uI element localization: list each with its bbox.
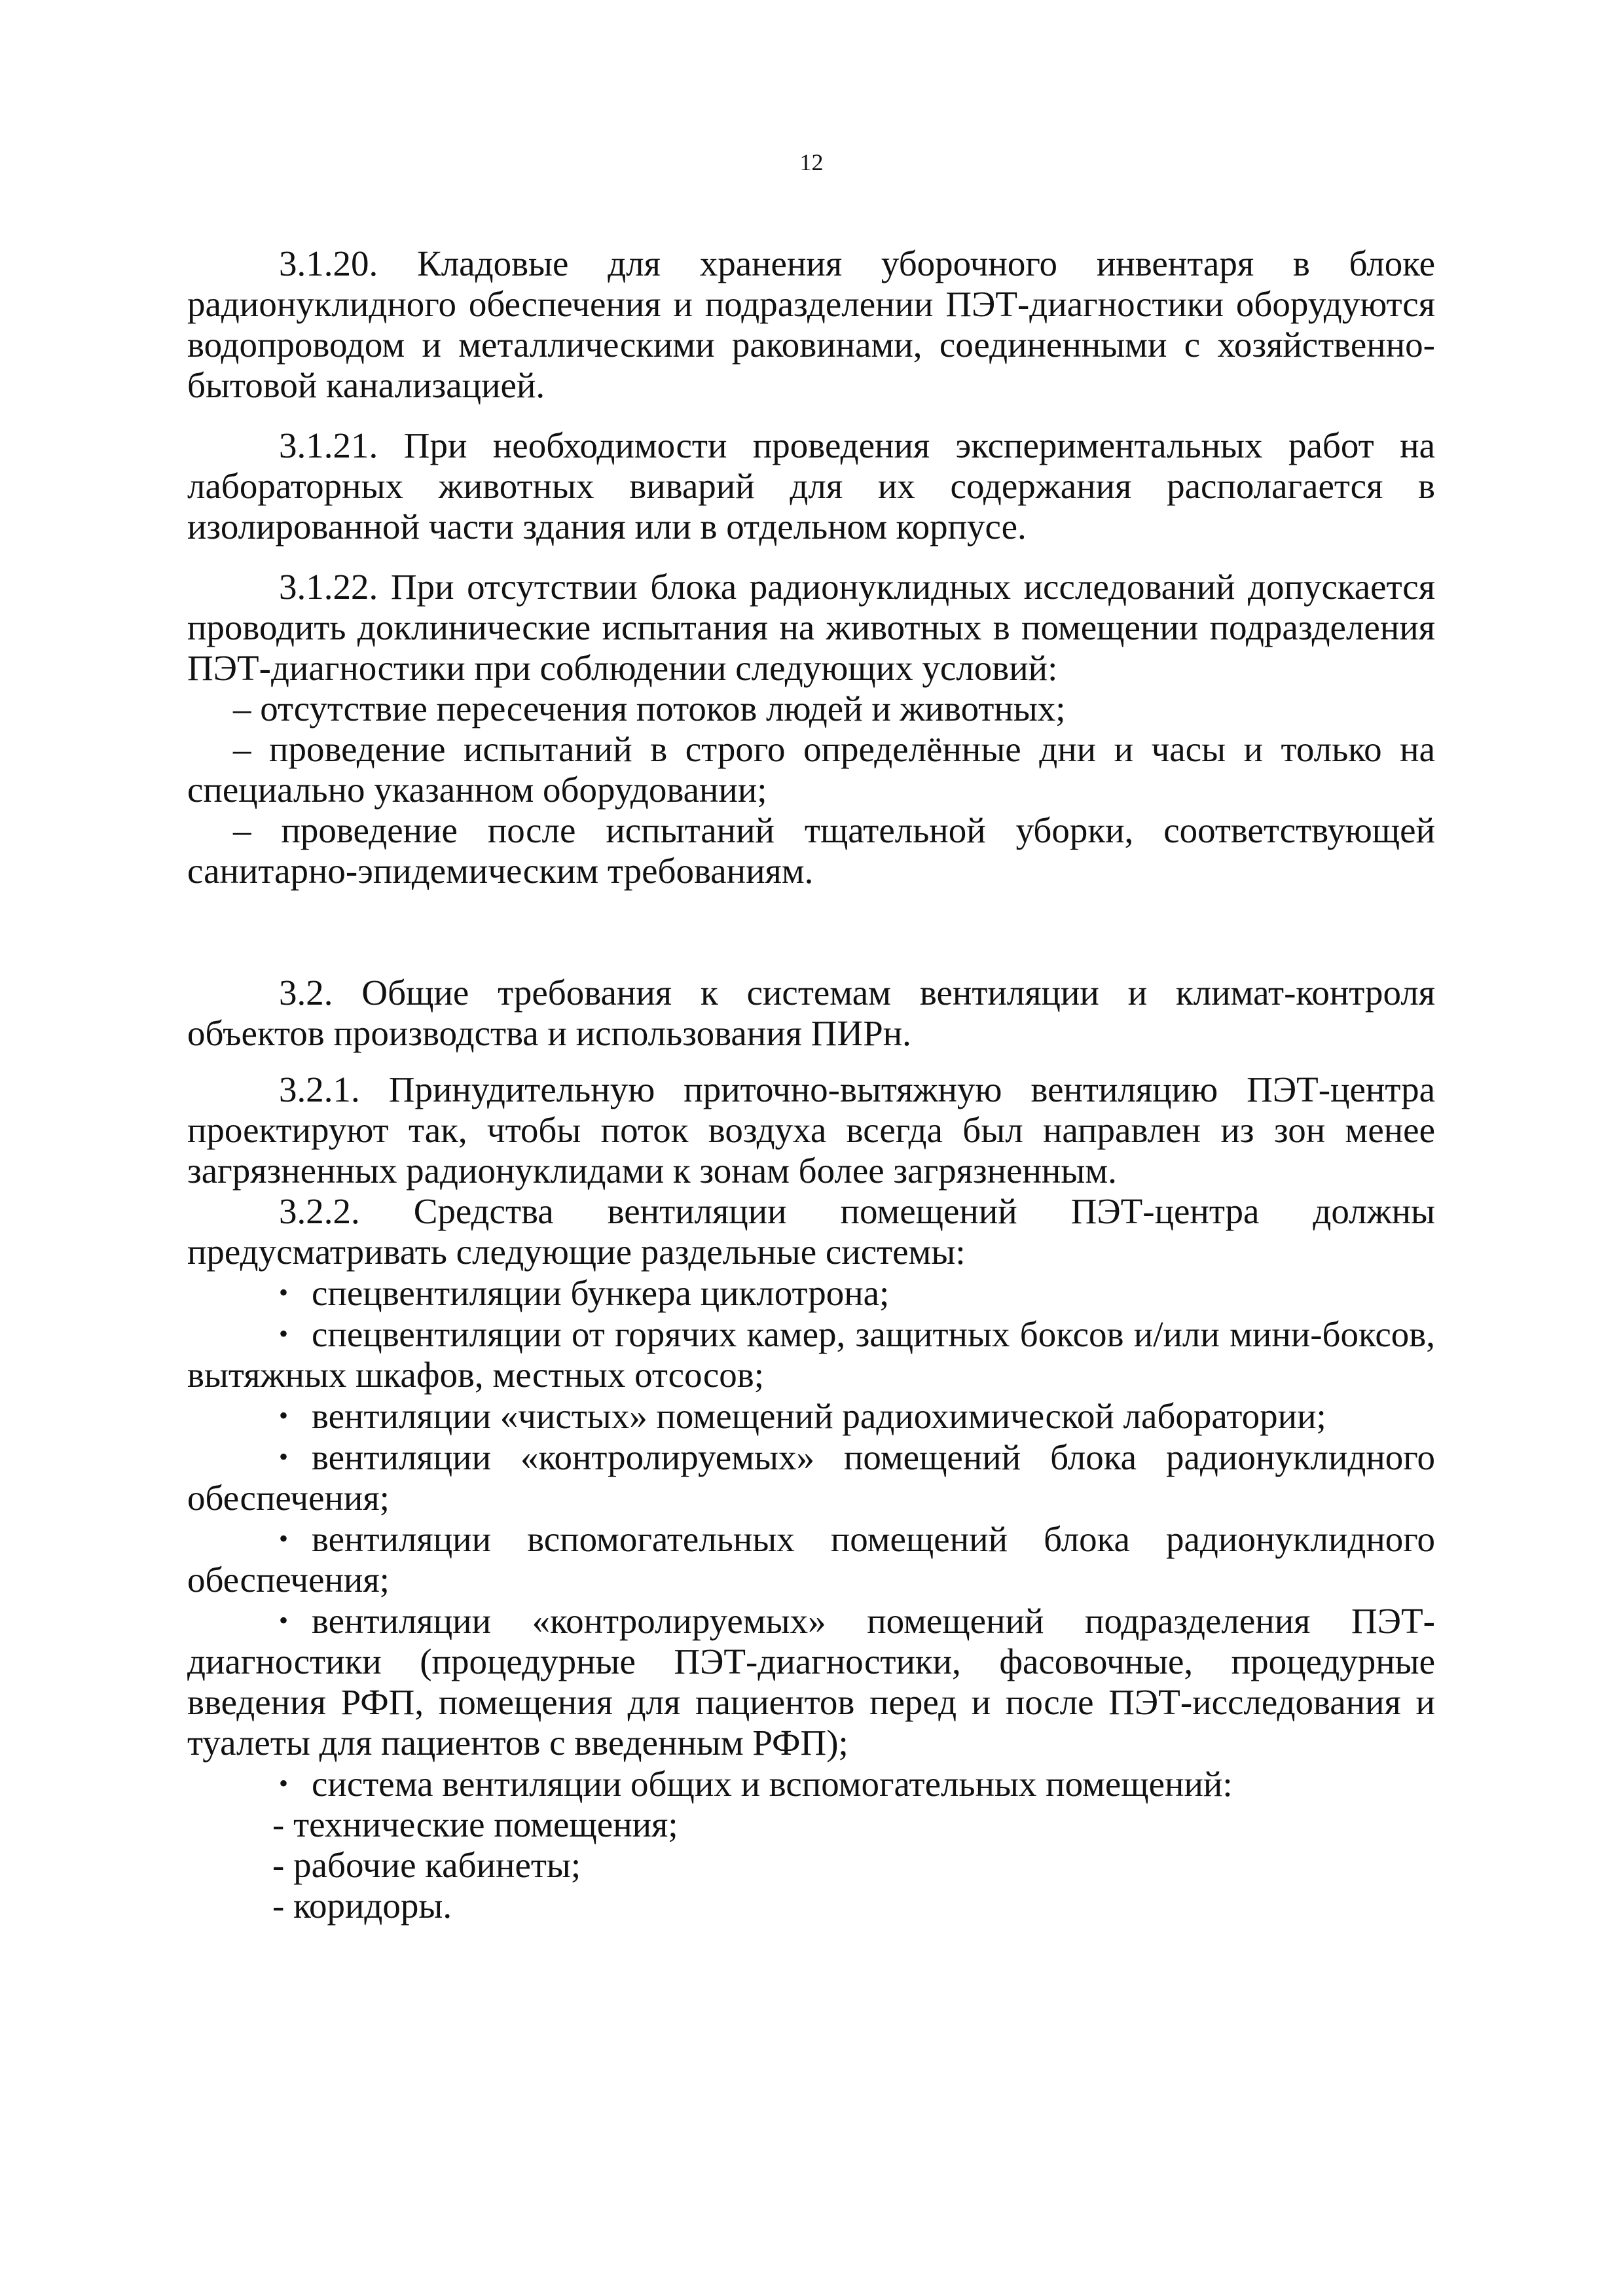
dash-list-item: – отсутствие пересечения потоков людей и животных; [233, 689, 1066, 728]
paragraph-3-2-1: 3.2.1. Принудительную приточно-вытяжную вентиляцию ПЭТ-центра проектируют так, чтобы поток воздуха всегда был направлен из зон менее загрязненных радионуклидами к зонам более загрязненным. [187, 1069, 1435, 1191]
sub-list-item: - технические помещения; [272, 1804, 678, 1844]
bullet-icon: • [279, 1605, 289, 1635]
paragraph-3-2-2: 3.2.2. Средства вентиляции помещений ПЭТ-центра должны предусматривать следующие раздельные системы: [187, 1191, 1435, 1272]
bullet-icon: • [279, 1278, 289, 1307]
bullet-text: вентиляции вспомогательных помещений блока радионуклидного обеспечения; [187, 1519, 1435, 1600]
bullet-icon: • [279, 1524, 289, 1553]
bullet-text: вентиляции «контролируемых» помещений подразделения ПЭТ-диагностики (процедурные ПЭТ-диагностики, фасовочные, процедурные введения РФП, помещения для пациентов перед и после ПЭТ-исследования и туалеты для пациентов с введенным РФП); [187, 1601, 1435, 1763]
paragraph-3-1-20: 3.1.20. Кладовые для хранения уборочного инвентаря в блоке радионуклидного обеспечения и подразделении ПЭТ-диагностики оборудуются водопроводом и металлическими раковинами, соединенными с хозяйственно-бытовой канализацией. [187, 243, 1435, 405]
document-body [187, 243, 1435, 1926]
sub-list-item: - коридоры. [272, 1886, 452, 1926]
bullet-icon: • [279, 1401, 289, 1430]
bullet-text: вентиляции «контролируемых» помещений блока радионуклидного обеспечения; [187, 1437, 1435, 1518]
bullet-icon: • [279, 1319, 289, 1348]
bullet-list-item [187, 1600, 1435, 1763]
bullet-list-item [187, 1395, 1435, 1437]
dash-list-item: – проведение испытаний в строго определённые дни и часы и только на специально указанном оборудовании; [187, 729, 1435, 810]
bullet-icon: • [279, 1768, 289, 1798]
bullet-list-item [187, 1272, 1435, 1314]
bullet-text: вентиляции «чистых» помещений радиохимической лаборатории; [312, 1396, 1326, 1436]
bullet-list-item [187, 1314, 1435, 1395]
page-number: 12 [799, 149, 824, 175]
bullet-list-item [187, 1518, 1435, 1600]
bullet-list-item [187, 1437, 1435, 1518]
bullet-icon: • [279, 1442, 289, 1471]
sub-list-item: - рабочие кабинеты; [272, 1845, 581, 1885]
bullet-text: спецвентиляции бункера циклотрона; [312, 1273, 890, 1313]
bullet-text: спецвентиляции от горячих камер, защитных боксов и/или мини-боксов, вытяжных шкафов, местных отсосов; [187, 1314, 1435, 1395]
bullet-list-item [187, 1763, 1435, 1804]
dash-list-item: – проведение после испытаний тщательной уборки, соответствующей санитарно-эпидемическим требованиям. [187, 810, 1435, 891]
paragraph-3-1-22: 3.1.22. При отсутствии блока радионуклидных исследований допускается проводить доклинические испытания на животных в помещении подразделения ПЭТ-диагностики при соблюдении следующих условий: [187, 567, 1435, 688]
bullet-text: система вентиляции общих и вспомогательных помещений: [312, 1764, 1233, 1804]
paragraph-3-1-21: 3.1.21. При необходимости проведения экспериментальных работ на лабораторных животных виварий для их содержания располагается в изолированной части здания или в отдельном корпусе. [187, 425, 1435, 547]
section-heading-3-2: 3.2. Общие требования к системам вентиляции и климат-контроля объектов производства и использования ПИРн. [187, 973, 1435, 1053]
